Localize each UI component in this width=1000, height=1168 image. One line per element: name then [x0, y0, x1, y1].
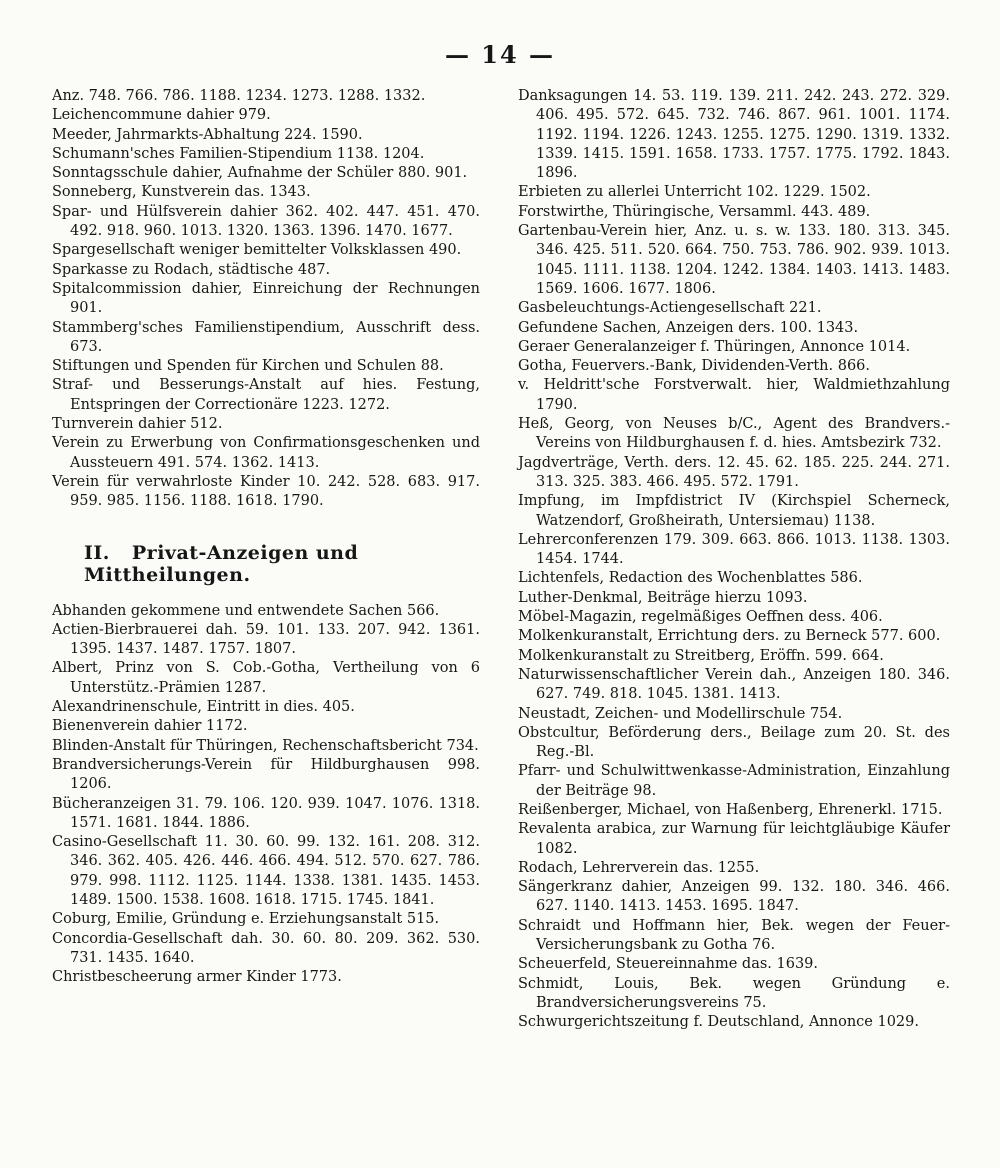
index-entry: Heß, Georg, von Neuses b/C., Agent des Brandvers.-Vereins von Hildburghausen f. d. hies. Amtsbezirk 732. — [518, 416, 950, 452]
page-number: — 14 — — [444, 40, 556, 69]
index-entry: Revalenta arabica, zur Warnung für leichtgläubige Käufer 1082. — [518, 821, 950, 857]
left-top-index — [52, 87, 480, 512]
index-entry: Luther-Denkmal, Beiträge hierzu 1093. — [518, 589, 808, 606]
index-entry: Anz. 748. 766. 786. 1188. 1234. 1273. 1288. 1332. — [52, 88, 426, 104]
index-entry: Spitalcommission dahier, Einreichung der Rechnungen 901. — [52, 280, 480, 317]
index-entry: Stammberg'sches Familienstipendium, Ausschrift dess. 673. — [52, 319, 480, 355]
index-entry: Schraidt und Hoffmann hier, Bek. wegen der Feuer-Versicherungsbank zu Gotha 76. — [518, 917, 950, 954]
index-entry: Schumann'sches Familien-Stipendium 1138. 1204. — [52, 145, 425, 162]
index-entry: Brandversicherungs-Verein für Hildburghausen 998. 1206. — [52, 756, 480, 793]
left-column — [52, 87, 480, 987]
index-entry: Gefundene Sachen, Anzeigen ders. 100. 1343. — [518, 319, 859, 336]
index-entry: Concordia-Gesellschaft dah. 30. 60. 80. 209. 362. 530. 731. 1435. 1640. — [52, 930, 480, 966]
index-entry: Leichencommune dahier 979. — [52, 107, 271, 124]
index-entry: Coburg, Emilie, Gründung e. Erziehungsanstalt 515. — [52, 911, 440, 928]
index-entry: Christbescheerung armer Kinder 1773. — [52, 969, 342, 986]
index-entry: Gartenbau-Verein hier, Anz. u. s. w. 133. 180. 313. 345. 346. 425. 511. 520. 664. 750. 753. 786. 902. 939. 1013. 1045. 1111. 1138. 1204. 1242. 1384. 1403. 1413. 1483. 1569. 1606. 1677. 1806. — [518, 223, 950, 297]
index-entry: Verein zu Erwerbung von Confirmationsgeschenken und Aussteuern 491. 574. 1362. 1413. — [52, 435, 480, 471]
section-number: II. — [84, 541, 110, 564]
index-entry: Spargesellschaft weniger bemittelter Volksklassen 490. — [52, 242, 462, 259]
index-entry: Stiftungen und Spenden für Kirchen und Schulen 88. — [52, 358, 444, 375]
index-entry: v. Heldritt'sche Forstverwalt. hier, Waldmiethzahlung 1790. — [518, 377, 950, 413]
index-entry: Albert, Prinz von S. Cob.-Gotha, Vertheilung von 6 Unterstütz.-Prämien 1287. — [52, 660, 480, 696]
index-entry: Naturwissenschaftlicher Verein dah., Anzeigen 180. 346. 627. 749. 818. 1045. 1381. 1413. — [518, 666, 950, 703]
index-entry: Schwurgerichtszeitung f. Deutschland, Annonce 1029. — [518, 1014, 919, 1031]
index-entry: Blinden-Anstalt für Thüringen, Rechenschaftsbericht 734. — [52, 737, 479, 754]
index-entry: Meeder, Jahrmarkts-Abhaltung 224. 1590. — [52, 126, 363, 143]
index-entry: Neustadt, Zeichen- und Modellirschule 754. — [518, 705, 843, 722]
index-entry: Sonntagsschule dahier, Aufnahme der Schüler 880. 901. — [52, 165, 468, 182]
index-entry: Bienenverein dahier 1172. — [52, 718, 248, 735]
index-entry: Lichtenfels, Redaction des Wochenblattes 586. — [518, 570, 863, 587]
index-entry: Geraer Generalanzeiger f. Thüringen, Annonce 1014. — [518, 338, 911, 355]
index-entry: Schmidt, Louis, Bek. wegen Gründung e. Brandversicherungsvereins 75. — [518, 975, 950, 1011]
index-entry: Erbieten zu allerlei Unterricht 102. 1229. 1502. — [518, 184, 871, 201]
section-title: Privat-Anzeigen und Mittheilungen. — [84, 541, 359, 586]
left-bottom-index — [52, 602, 480, 988]
index-entry: Reißenberger, Michael, von Haßenberg, Ehrenerkl. 1715. — [518, 801, 943, 818]
index-entry: Sonneberg, Kunstverein das. 1343. — [52, 184, 311, 201]
index-entry: Turnverein dahier 512. — [52, 416, 223, 433]
index-entry: Casino-Gesellschaft 11. 30. 60. 99. 132. 161. 208. 312. 346. 362. 405. 426. 446. 466. 494. 512. 570. 627. 786. 979. 998. 1112. 1125. 1144. 1338. 1381. 1435. 1453. 1489. 1500. 1538. 1608. 1618. 1715. 1745. 1841. — [52, 834, 480, 908]
index-entry: Obstcultur, Beförderung ders., Beilage zum 20. St. des Reg.-Bl. — [518, 724, 950, 761]
index-entry: Forstwirthe, Thüringische, Versamml. 443. 489. — [518, 203, 871, 220]
index-entry: Bücheranzeigen 31. 79. 106. 120. 939. 1047. 1076. 1318. 1571. 1681. 1844. 1886. — [52, 795, 480, 831]
index-entry: Molkenkuranstalt, Errichtung ders. zu Berneck 577. 600. — [518, 628, 941, 645]
index-entry: Straf- und Besserungs-Anstalt auf hies. Festung, Entspringen der Correctionäre 1223. 1272. — [52, 377, 480, 413]
index-entry: Verein für verwahrloste Kinder 10. 242. 528. 683. 917. 959. 985. 1156. 1188. 1618. 1790. — [52, 473, 480, 510]
index-entry: Impfung, im Impfdistrict IV (Kirchspiel Scherneck, Watzendorf, Großheirath, Untersiemau) 1138. — [518, 493, 950, 529]
index-entry: Möbel-Magazin, regelmäßiges Oeffnen dess. 406. — [518, 609, 883, 626]
right-index — [518, 87, 950, 1033]
index-entry: Molkenkuranstalt zu Streitberg, Eröffn. 599. 664. — [518, 647, 884, 664]
index-entry: Scheuerfeld, Steuereinnahme das. 1639. — [518, 956, 819, 973]
index-entry: Rodach, Lehrerverein das. 1255. — [518, 859, 760, 876]
index-entry: Lehrerconferenzen 179. 309. 663. 866. 1013. 1138. 1303. 1454. 1744. — [518, 531, 950, 568]
index-entry: Sängerkranz dahier, Anzeigen 99. 132. 180. 346. 466. 627. 1140. 1413. 1453. 1695. 1847. — [518, 879, 950, 915]
index-entry: Alexandrinenschule, Eintritt in dies. 405. — [52, 699, 355, 716]
index-entry: Gotha, Feuervers.-Bank, Dividenden-Verth. 866. — [518, 358, 871, 375]
index-entry: Pfarr- und Schulwittwenkasse-Administration, Einzahlung der Beiträge 98. — [518, 763, 950, 799]
index-entry: Spar- und Hülfsverein dahier 362. 402. 447. 451. 470. 492. 918. 960. 1013. 1320. 1363. 1396. 1470. 1677. — [52, 203, 480, 240]
index-entry: Actien-Bierbrauerei dah. 59. 101. 133. 207. 942. 1361. 1395. 1437. 1487. 1757. 1807. — [52, 621, 480, 658]
index-entry: Abhanden gekommene und entwendete Sachen 566. — [52, 602, 440, 619]
index-entry: Gasbeleuchtungs-Actiengesellschaft 221. — [518, 300, 822, 317]
right-column — [518, 87, 950, 1033]
index-entry: Sparkasse zu Rodach, städtische 487. — [52, 261, 331, 278]
section-heading — [52, 542, 480, 586]
index-entry: Danksagungen 14. 53. 119. 139. 211. 242. 243. 272. 329. 406. 495. 572. 645. 732. 746. 867. 961. 1001. 1174. 1192. 1194. 1226. 1243. 1255. 1275. 1290. 1319. 1332. 1339. 1415. 1591. 1658. 1733. 1757. 1775. 1792. 1843. 1896. — [518, 88, 950, 182]
index-entry: Jagdverträge, Verth. ders. 12. 45. 62. 185. 225. 244. 271. 313. 325. 383. 466. 495. 572. 1791. — [518, 454, 950, 490]
